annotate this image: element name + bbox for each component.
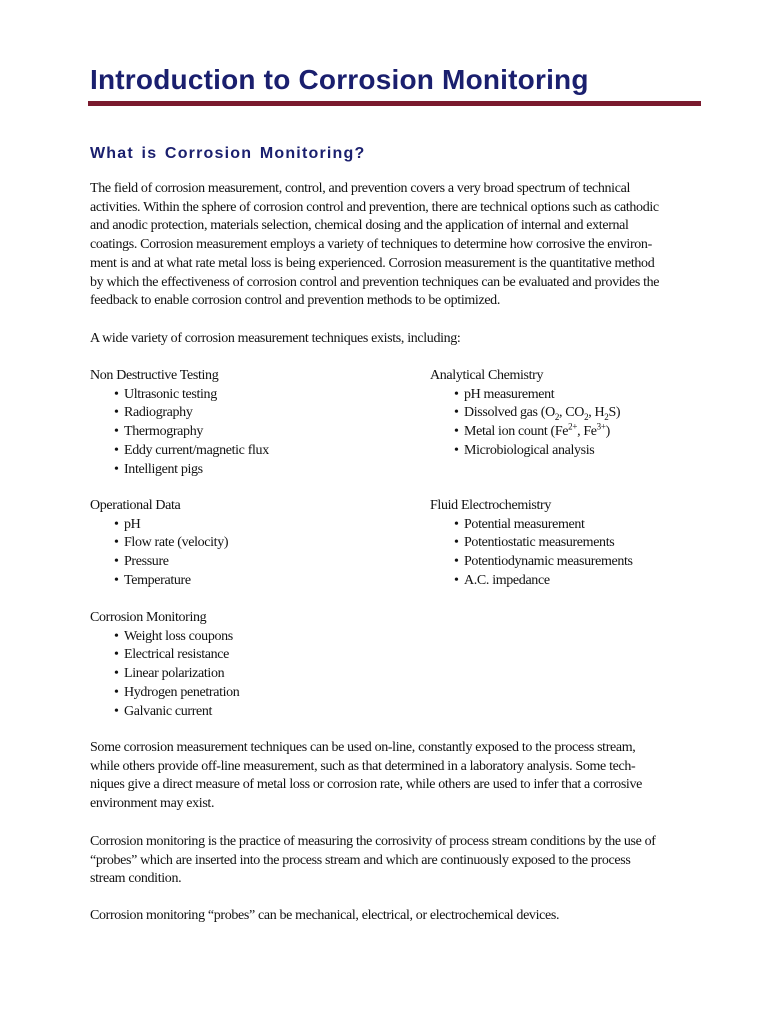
list-item: • Eddy current/magnetic flux	[90, 442, 269, 461]
variety-paragraph	[90, 330, 706, 349]
bullet: •	[114, 405, 119, 421]
paragraph-line: while others provide off-line measurement, such as that determined in a laboratory analysis. Some tech-	[90, 758, 636, 774]
online-offline-paragraph	[90, 739, 706, 814]
list-title: Analytical Chemistry	[430, 368, 544, 383]
list-title: Fluid Electrochemistry	[430, 498, 551, 513]
bullet: •	[114, 461, 119, 477]
bullet: •	[114, 628, 119, 644]
bullet: •	[114, 684, 119, 700]
bullet: •	[114, 516, 119, 532]
section-heading: What is Corrosion Monitoring?	[90, 145, 366, 162]
list-item: • Potentiostatic measurements	[430, 534, 633, 553]
list-item	[430, 404, 620, 423]
list-item: • Intelligent pigs	[90, 461, 269, 480]
list-title: Non Destructive Testing	[90, 368, 219, 383]
list-title: Operational Data	[90, 498, 181, 513]
list-analytical-chemistry	[430, 367, 620, 461]
list-item: • A.C. impedance	[430, 572, 633, 591]
list-item: • pH	[90, 516, 228, 535]
paragraph-line: Corrosion monitoring “probes” can be mechanical, electrical, or electrochemical devices.	[90, 908, 560, 923]
dissolved-gas-item: Dissolved gas ($O_2$, $CO_2$, $H_2S$)	[464, 405, 621, 423]
bullet: •	[114, 666, 119, 682]
paragraph-line: and anodic protection, materials selection, chemical dosing and the application of internal and external	[90, 218, 629, 234]
list-corrosion-monitoring	[90, 609, 239, 721]
paragraph-line: environment may exist.	[90, 796, 215, 812]
list-operational-data	[90, 497, 228, 591]
bullet: •	[114, 703, 119, 719]
bullet: •	[454, 516, 459, 532]
list-item: • Ultrasonic testing	[90, 386, 269, 405]
list-item: • Pressure	[90, 553, 228, 572]
bullet: •	[454, 424, 459, 440]
paragraph-line: coatings. Corrosion measurement employs a variety of techniques to determine how corrosive the environ-	[90, 237, 652, 253]
list-item: • Weight loss coupons	[90, 628, 239, 647]
list-item: • Radiography	[90, 404, 269, 423]
paragraph-line: feedback to enable corrosion control and prevention methods to be optimized.	[90, 293, 500, 309]
bullet: •	[454, 386, 459, 402]
bullet: •	[454, 405, 459, 421]
list-item: • Potentiodynamic measurements	[430, 553, 633, 572]
list-item: • Microbiological analysis	[430, 442, 620, 461]
bullet: •	[114, 424, 119, 440]
bullet: •	[114, 554, 119, 570]
paragraph-line: A wide variety of corrosion measurement techniques exists, including:	[90, 331, 461, 346]
probes-paragraph	[90, 907, 706, 926]
list-item: • pH measurement	[430, 386, 620, 405]
list-item: • Linear polarization	[90, 665, 239, 684]
intro-paragraph	[90, 180, 706, 311]
list-non-destructive-testing	[90, 367, 269, 479]
bullet: •	[454, 442, 459, 458]
bullet: •	[454, 535, 459, 551]
list-item: • Hydrogen penetration	[90, 684, 239, 703]
list-fluid-electrochemistry	[430, 497, 633, 591]
paragraph-line: ment is and at what rate metal loss is being experienced. Corrosion measurement is the quantitative method	[90, 255, 655, 271]
list-item: • Thermography	[90, 423, 269, 442]
paragraph-line: The field of corrosion measurement, control, and prevention covers a very broad spectrum of technical	[90, 181, 630, 196]
title-underline-rule	[88, 101, 701, 106]
paragraph-line: Some corrosion measurement techniques can be used on-line, constantly exposed to the process stream,	[90, 740, 636, 755]
bullet: •	[114, 386, 119, 402]
paragraph-line: activities. Within the sphere of corrosion control and prevention, there are technical options such as cathodic	[90, 199, 659, 215]
list-title: Corrosion Monitoring	[90, 610, 207, 625]
paragraph-line: stream condition.	[90, 871, 182, 887]
bullet: •	[114, 647, 119, 663]
list-item: • Temperature	[90, 572, 228, 591]
list-item	[430, 423, 620, 442]
paragraph-line: “probes” which are inserted into the process stream and which are continuously exposed to the process	[90, 852, 631, 868]
paragraph-line: by which the effectiveness of corrosion control and prevention techniques can be evaluated and provides the	[90, 274, 660, 290]
list-item: • Potential measurement	[430, 516, 633, 535]
bullet: •	[114, 572, 119, 588]
paragraph-line: niques give a direct measure of metal loss or corrosion rate, while others are used to infer that a corrosive	[90, 777, 642, 793]
metal-ion-item: Metal ion count ($Fe^{2+}$, $Fe^{3+}$)	[464, 421, 610, 440]
monitoring-definition-paragraph	[90, 833, 706, 889]
list-item: • Flow rate (velocity)	[90, 534, 228, 553]
bullet: •	[114, 535, 119, 551]
bullet: •	[454, 554, 459, 570]
list-item: • Electrical resistance	[90, 646, 239, 665]
paragraph-line: Corrosion monitoring is the practice of measuring the corrosivity of process stream conditions by the use of	[90, 834, 656, 849]
bullet: •	[454, 572, 459, 588]
bullet: •	[114, 442, 119, 458]
page-title: Introduction to Corrosion Monitoring	[90, 64, 589, 95]
list-item: • Galvanic current	[90, 703, 239, 722]
